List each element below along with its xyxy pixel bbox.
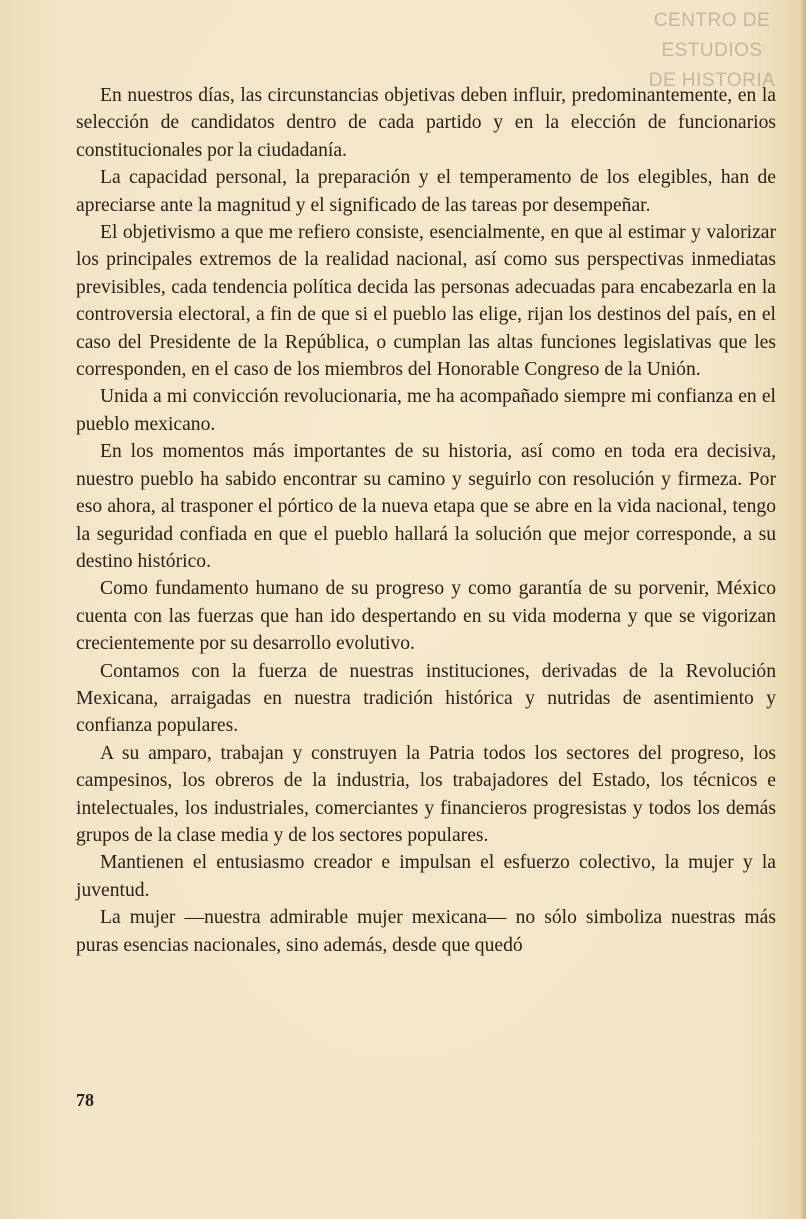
paragraph-10: La mujer —nuestra admirable mujer mexicana— no sólo simboliza nuestras más puras esencias nacionales, sino además, desde que quedó — [76, 907, 776, 956]
watermark-line-3: DE HISTORIA — [648, 70, 776, 91]
paragraph-3: El objetivismo a que me refiero consiste, esencialmente, en que al estimar y valorizar los principales extremos de la realidad nacional, así como sus perspectivas inmediatas previsibles, cada tendencia política decida las personas adecuadas para encabezarla en la controversia electoral, a fin de que si el pueblo las elige, rijan los destinos del país, en el caso del Presidente de la República, o cumplan las altas funciones legislativas que les corresponden, en el caso de los miembros del Honorable Congreso de la Unión. — [76, 222, 776, 381]
watermark-line-1: CENTRO DE — [653, 10, 771, 31]
paragraph-8: A su amparo, trabajan y construyen la Patria todos los sectores del progreso, los campesinos, los obreros de la industria, los trabajadores del Estado, los técnicos e intelectuales, los industriales, comerciantes y financieros progresistas y todos los demás grupos de la clase media y de los sectores populares. — [76, 742, 776, 846]
paragraph-7: Contamos con la fuerza de nuestras instituciones, derivadas de la Revolución Mexicana, arraigadas en nuestra tradición histórica y nutridas de asentimiento y confianza populares. — [76, 660, 776, 737]
paragraph-9: Mantienen el entusiasmo creador e impulsan el esfuerzo colectivo, la mujer y la juventud. — [76, 852, 776, 901]
paragraph-4: Unida a mi convicción revolucionaria, me ha acompañado siempre mi confianza en el pueblo mexicano. — [76, 386, 776, 435]
paragraph-5: En los momentos más importantes de su historia, así como en toda era decisiva, nuestro pueblo ha sabido encontrar su camino y seguirlo con resolución y firmeza. Por eso ahora, al trasponer el pórtico de la nueva etapa que se abre en la vida nacional, tengo la seguridad confiada en que el pueblo hallará la solución que mejor corresponde, a su destino histórico. — [76, 441, 776, 572]
body-text — [76, 82, 776, 959]
page-number: 78 — [76, 1090, 94, 1110]
paragraph-2: La capacidad personal, la preparación y el temperamento de los elegibles, han de apreciarse ante la magnitud y el significado de las tareas por desempeñar. — [76, 167, 776, 216]
paragraph-6: Como fundamento humano de su progreso y como garantía de su porvenir, México cuenta con las fuerzas que han ido despertando en su vida moderna y que se vigorizan crecientemente por su desarrollo evolutivo. — [76, 578, 776, 655]
paragraph-1: En nuestros días, las circunstancias objetivas deben influir, predominantemente, en la selección de candidatos dentro de cada partido y en la elección de funcionarios constitucionales por la ciudadanía. — [76, 85, 776, 161]
watermark-line-2: ESTUDIOS — [661, 40, 763, 61]
page-edge-shadow — [800, 0, 806, 1219]
